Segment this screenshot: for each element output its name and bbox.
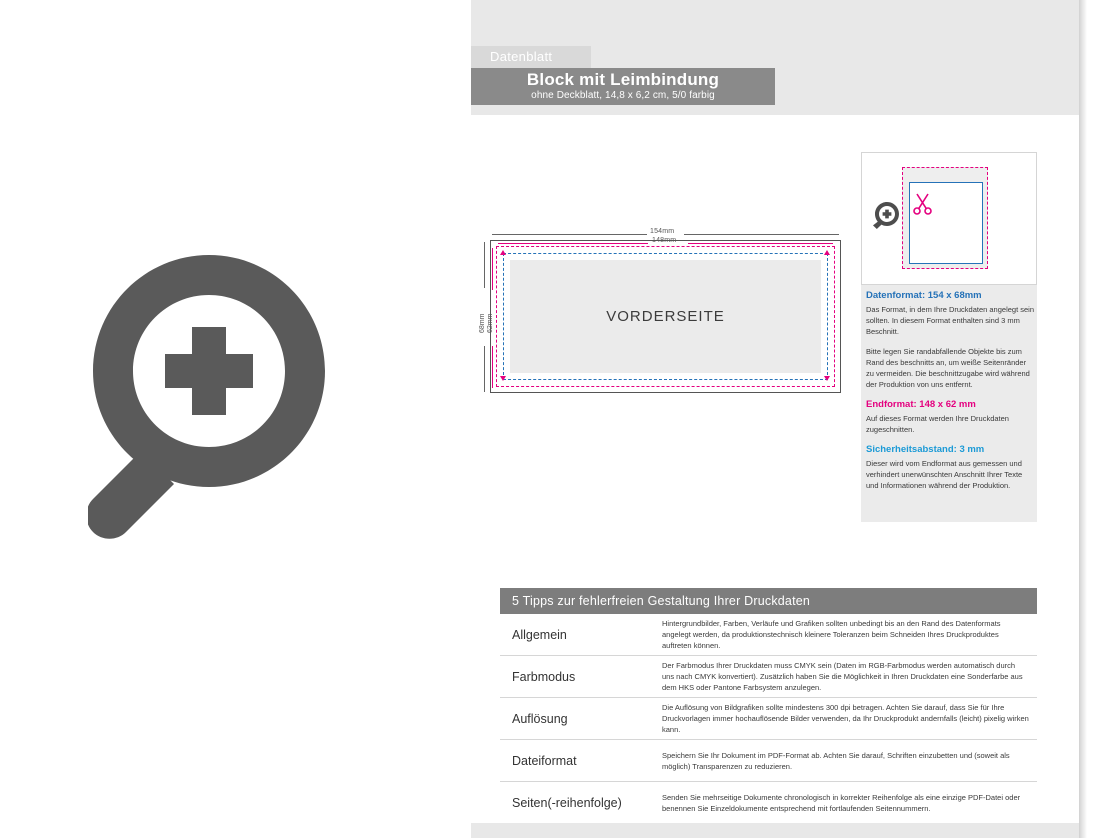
tip-description: Speichern Sie Ihr Dokument im PDF-Format ab. Achten Sie darauf, Schriften einzubetten und (soweit als möglich) Transparenzen zu reduzieren. bbox=[662, 750, 1010, 771]
product-subtitle: ohne Deckblatt, 14,8 x 6,2 cm, 5/0 farbig bbox=[531, 90, 715, 101]
tip-description: Der Farbmodus Ihrer Druckdaten muss CMYK sein (Daten im RGB-Farbmodus werden automatisch durch uns nach CMYK konvertiert). Zusätzlich haben Sie die Möglichkeit in Ihren Druckdaten eine Sonderfarbe aus dem HKS oder Pantone Farbsystem anzulegen. bbox=[662, 661, 1023, 692]
arrow-top-right bbox=[824, 250, 830, 255]
dimension-height-inner: 62mm bbox=[487, 313, 494, 333]
table-row bbox=[500, 656, 1037, 698]
arrow-bottom-left bbox=[500, 376, 506, 381]
info-body-datenformat-1: Das Format, in dem Ihre Druckdaten angelegt sein sollten. In diesem Format enthalten sind 3 mm Beschnitt. bbox=[866, 305, 1034, 336]
format-diagram bbox=[479, 228, 853, 403]
info-body-endformat: Auf dieses Format werden Ihre Druckdaten zugeschnitten. bbox=[866, 414, 1009, 434]
tip-name: Dateiformat bbox=[512, 753, 577, 768]
info-title-datenformat: Datenformat: 154 x 68mm bbox=[866, 290, 982, 301]
magnifier-small-icon bbox=[872, 201, 900, 234]
tip-name: Farbmodus bbox=[512, 669, 576, 684]
scissors-icon bbox=[913, 193, 933, 220]
info-title-endformat: Endformat: 148 x 62 mm bbox=[866, 399, 976, 410]
dimension-width-inner: 148mm bbox=[652, 237, 677, 244]
arrow-bottom-right bbox=[824, 376, 830, 381]
tips-table bbox=[500, 588, 1037, 823]
tip-description: Senden Sie mehrseitige Dokumente chronologisch in korrekter Reihenfolge als eine einzige PDF-Datei oder benennen Sie Einzeldokumente entsprechend mit fortlaufenden Seitennummern. bbox=[662, 792, 1021, 813]
magnifier-zoom-in-icon bbox=[88, 255, 328, 550]
product-title-bar bbox=[471, 68, 775, 105]
table-row bbox=[500, 698, 1037, 740]
info-body-sicherheitsabstand: Dieser wird vom Endformat aus gemessen und verhindert unerwünschten Anschnitt Ihrer Texte und Informationen während der Produktion. bbox=[866, 459, 1023, 490]
tip-description: Hintergrundbilder, Farben, Verläufe und Grafiken sollten unbedingt bis an den Rand des Datenformats angelegt werden, da produktionstechnisch kleinere Toleranzen beim Schneiden Ihres Druckproduktes auftreten können. bbox=[662, 619, 1001, 650]
datasheet-tab: Datenblatt bbox=[471, 46, 591, 68]
tip-name: Auflösung bbox=[512, 711, 568, 726]
info-title-sicherheitsabstand: Sicherheitsabstand: 3 mm bbox=[866, 444, 985, 455]
tips-heading: 5 Tipps zur fehlerfreien Gestaltung Ihrer Druckdaten bbox=[500, 588, 1037, 614]
tip-description: Die Auflösung von Bildgrafiken sollte mindestens 300 dpi betragen. Achten Sie darauf, dass Sie für Ihre Druckvorlagen immer hochauflösende Bilder verwenden, da Ihr Druckprodukt andernfalls (leicht) pixelig wirken kann. bbox=[662, 703, 1029, 734]
arrow-top-left bbox=[500, 250, 506, 255]
info-body-datenformat-2: Bitte legen Sie randabfallende Objekte bis zum Rand des beschnitts an, um weiße Seitenränder zu vermeiden. Die beschnittzugabe wird während der Produktion von uns entfernt. bbox=[866, 347, 1030, 389]
page-shadow bbox=[1079, 0, 1087, 838]
tip-name: Allgemein bbox=[512, 627, 567, 642]
page-bottom-band bbox=[471, 823, 1079, 838]
format-info-text bbox=[866, 290, 1034, 500]
dimension-vline-outer bbox=[484, 242, 485, 288]
product-title: Block mit Leimbindung bbox=[526, 70, 720, 89]
dimension-line-outer-2 bbox=[684, 234, 839, 235]
dimension-height-outer: 68mm bbox=[479, 313, 486, 333]
front-side-label: VORDERSEITE bbox=[606, 308, 725, 325]
format-preview bbox=[861, 152, 1037, 285]
dimension-line-outer bbox=[492, 234, 647, 235]
table-row bbox=[500, 740, 1037, 782]
tip-name: Seiten(-reihenfolge) bbox=[512, 795, 622, 810]
table-row bbox=[500, 614, 1037, 656]
dimension-width-outer: 154mm bbox=[650, 228, 675, 235]
dimension-vline-outer-2 bbox=[484, 346, 485, 392]
table-row bbox=[500, 782, 1037, 823]
